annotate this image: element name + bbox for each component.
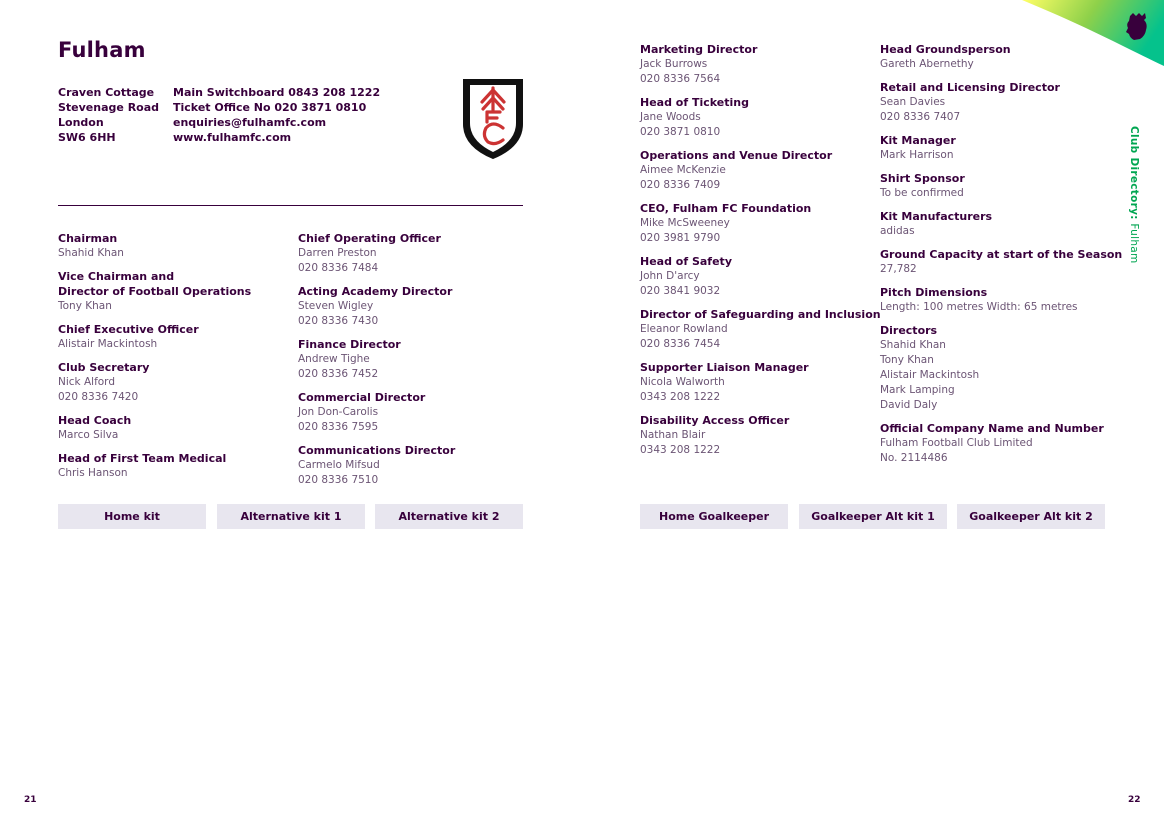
role-label: Operations and Venue Director — [640, 149, 833, 162]
staff-entry — [640, 413, 870, 458]
phone-number: 020 8336 7595 — [298, 421, 379, 433]
role-label: Marketing Director — [640, 43, 758, 56]
staff-entry — [298, 337, 523, 382]
role-label: Chief Operating Officer — [298, 232, 441, 245]
role-label: Shirt Sponsor — [880, 172, 965, 185]
company-number: No. 2114486 — [880, 452, 948, 464]
page-number-left: 21 — [24, 795, 37, 805]
staff-entry — [298, 231, 523, 276]
address-block — [58, 85, 159, 145]
staff-entry — [58, 360, 288, 405]
role-label: Director of Safeguarding and Inclusion — [640, 308, 881, 321]
pitch-dimensions-value: Length: 100 metres Width: 65 metres — [880, 301, 1078, 313]
staff-entry — [880, 247, 1123, 277]
alternative-kit-2-button[interactable]: Alternative kit 2 — [375, 504, 523, 529]
role-label: Disability Access Officer — [640, 414, 790, 427]
side-label-bold: Club Directory: — [1128, 126, 1140, 220]
page-number-right: 22 — [1128, 795, 1141, 805]
role-label: Vice Chairman and — [58, 270, 175, 283]
role-label: Directors — [880, 324, 938, 337]
phone-number: 020 8336 7407 — [880, 111, 961, 123]
staff-entry — [640, 201, 870, 246]
address-line: SW6 6HH — [58, 131, 116, 144]
role-label: Club Secretary — [58, 361, 150, 374]
staff-entry — [298, 443, 523, 488]
person-name: Nathan Blair — [640, 429, 706, 441]
divider-line — [58, 205, 523, 206]
staff-entry — [640, 307, 881, 352]
staff-entry — [880, 42, 1120, 72]
website-link[interactable]: www.fulhamfc.com — [173, 131, 292, 144]
phone-number: 020 8336 7484 — [298, 262, 379, 274]
person-name: Jane Woods — [640, 111, 701, 123]
club-name-title: Fulham — [58, 38, 146, 62]
phone-number: 020 8336 7454 — [640, 338, 721, 350]
left-staff-column-2 — [298, 231, 523, 496]
person-name: Nicola Walworth — [640, 376, 725, 388]
role-label: Chairman — [58, 232, 118, 245]
director-name: Tony Khan — [880, 354, 934, 366]
staff-entry — [58, 231, 288, 261]
phone-number: 0343 208 1222 — [640, 391, 721, 403]
person-name: Shahid Khan — [58, 247, 124, 259]
director-name: Shahid Khan — [880, 339, 946, 351]
director-name: David Daly — [880, 399, 938, 411]
role-label: Head of Safety — [640, 255, 732, 268]
person-name: Sean Davies — [880, 96, 946, 108]
address-line: Stevenage Road — [58, 101, 160, 114]
role-label: Ground Capacity at start of the Season — [880, 248, 1123, 261]
person-name: Steven Wigley — [298, 300, 374, 312]
phone-number: 020 8336 7409 — [640, 179, 721, 191]
staff-entry — [880, 421, 1120, 466]
staff-entry — [640, 42, 870, 87]
person-name: Jon Don-Carolis — [298, 406, 379, 418]
person-name: Gareth Abernethy — [880, 58, 974, 70]
role-label: Pitch Dimensions — [880, 286, 988, 299]
role-label: Head of Ticketing — [640, 96, 749, 109]
capacity-value: 27,782 — [880, 263, 917, 275]
goalkeeper-alt-kit-2-button[interactable]: Goalkeeper Alt kit 2 — [957, 504, 1105, 529]
person-name: Nick Alford — [58, 376, 115, 388]
phone-number: 020 8336 7510 — [298, 474, 379, 486]
premier-league-lion-icon — [1124, 12, 1150, 42]
left-staff-column-1 — [58, 231, 288, 489]
manufacturer-value: adidas — [880, 225, 915, 237]
staff-entry — [880, 171, 1120, 201]
ticket-office-text: Ticket Office No 020 3871 0810 — [173, 101, 367, 114]
address-line: Craven Cottage — [58, 86, 155, 99]
staff-entry — [640, 360, 870, 405]
staff-entry — [640, 148, 870, 193]
staff-entry — [880, 285, 1120, 315]
contact-block — [173, 85, 380, 145]
phone-number: 020 3981 9790 — [640, 232, 721, 244]
director-name: Mark Lamping — [880, 384, 955, 396]
staff-entry — [58, 451, 288, 481]
role-label: Retail and Licensing Director — [880, 81, 1060, 94]
role-label-line-2: Director of Football Operations — [58, 285, 252, 298]
role-label: Supporter Liaison Manager — [640, 361, 809, 374]
staff-entry — [880, 80, 1120, 125]
staff-entry — [640, 95, 870, 140]
person-name: Darren Preston — [298, 247, 377, 259]
person-name: Andrew Tighe — [298, 353, 370, 365]
switchboard-text: Main Switchboard 0843 208 1222 — [173, 86, 381, 99]
phone-number: 020 3841 9032 — [640, 285, 721, 297]
right-staff-column-1 — [640, 42, 881, 466]
phone-number: 020 8336 7452 — [298, 368, 379, 380]
role-label: CEO, Fulham FC Foundation — [640, 202, 812, 215]
alternative-kit-1-button[interactable]: Alternative kit 1 — [217, 504, 365, 529]
role-label: Head Coach — [58, 414, 132, 427]
home-kit-button[interactable]: Home kit — [58, 504, 206, 529]
company-name: Fulham Football Club Limited — [880, 437, 1033, 449]
sponsor-value: To be confirmed — [880, 187, 964, 199]
staff-entry — [880, 133, 1120, 163]
phone-number: 020 8336 7430 — [298, 315, 379, 327]
person-name: Eleanor Rowland — [640, 323, 728, 335]
role-label: Communications Director — [298, 444, 456, 457]
home-goalkeeper-button[interactable]: Home Goalkeeper — [640, 504, 788, 529]
role-label: Finance Director — [298, 338, 401, 351]
side-label-club: Fulham — [1128, 219, 1140, 264]
person-name: Mike McSweeney — [640, 217, 730, 229]
goalkeeper-alt-kit-1-button[interactable]: Goalkeeper Alt kit 1 — [799, 504, 947, 529]
staff-entry — [880, 209, 1120, 239]
role-label: Kit Manufacturers — [880, 210, 993, 223]
staff-entry — [58, 322, 288, 352]
person-name: Jack Burrows — [640, 58, 708, 70]
role-label: Head Groundsperson — [880, 43, 1011, 56]
club-directory-side-label — [1128, 126, 1140, 264]
role-label: Kit Manager — [880, 134, 956, 147]
person-name: Aimee McKenzie — [640, 164, 726, 176]
role-label: Chief Executive Officer — [58, 323, 199, 336]
person-name: John D'arcy — [640, 270, 700, 282]
phone-number: 020 8336 7564 — [640, 73, 721, 85]
email-link[interactable]: enquiries@fulhamfc.com — [173, 116, 327, 129]
role-label: Acting Academy Director — [298, 285, 453, 298]
staff-entry — [298, 390, 523, 435]
person-name: Mark Harrison — [880, 149, 954, 161]
staff-entry — [880, 323, 1120, 413]
staff-entry — [298, 284, 523, 329]
staff-entry — [58, 269, 288, 314]
phone-number: 020 3871 0810 — [640, 126, 721, 138]
role-label: Official Company Name and Number — [880, 422, 1104, 435]
person-name: Alistair Mackintosh — [58, 338, 158, 350]
staff-entry — [58, 413, 288, 443]
phone-number: 020 8336 7420 — [58, 391, 139, 403]
person-name: Marco Silva — [58, 429, 119, 441]
role-label: Head of First Team Medical — [58, 452, 227, 465]
address-line: London — [58, 116, 104, 129]
person-name: Chris Hanson — [58, 467, 128, 479]
director-name: Alistair Mackintosh — [880, 369, 980, 381]
person-name: Tony Khan — [58, 300, 112, 312]
staff-entry — [640, 254, 870, 299]
person-name: Carmelo Mifsud — [298, 459, 380, 471]
role-label: Commercial Director — [298, 391, 426, 404]
right-staff-column-2 — [880, 42, 1123, 474]
fulham-crest-logo — [460, 76, 526, 160]
phone-number: 0343 208 1222 — [640, 444, 721, 456]
